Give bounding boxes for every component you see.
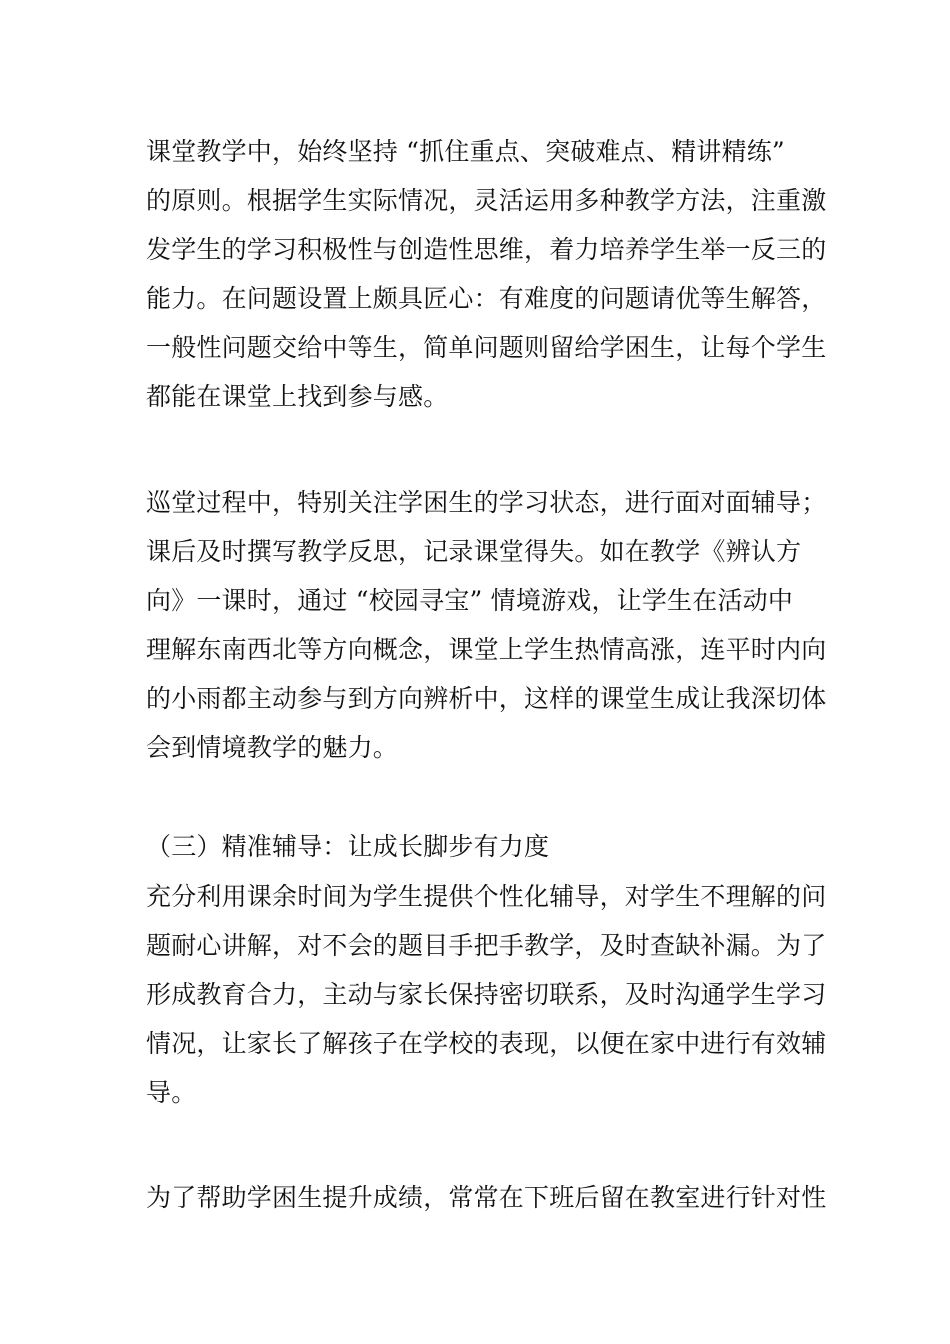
paragraph-4-line-1: 为了帮助学困生提升成绩，常常在下班后留在教室进行针对性 bbox=[146, 1183, 827, 1212]
paragraph-1-line-1: 课堂教学中，始终坚持 “抓住重点、突破难点、精讲精练” bbox=[146, 137, 785, 166]
paragraph-1-line-3: 发学生的学习积极性与创造性思维，着力培养学生举一反三的 bbox=[146, 235, 827, 264]
paragraph-2-line-3: 向》一课时，通过 “校园寻宝” 情境游戏，让学生在活动中 bbox=[146, 586, 794, 615]
paragraph-1-line-4: 能力。在问题设置上颇具匠心：有难度的问题请优等生解答， bbox=[146, 284, 827, 313]
paragraph-2-line-4: 理解东南西北等方向概念，课堂上学生热情高涨，连平时内向 bbox=[146, 635, 827, 664]
paragraph-2-line-6: 会到情境教学的魅力。 bbox=[146, 733, 399, 762]
paragraph-3-line-2: 题耐心讲解，对不会的题目手把手教学，及时查缺补漏。为了 bbox=[146, 931, 827, 960]
paragraph-3-line-4: 情况，让家长了解孩子在学校的表现，以便在家中进行有效辅 bbox=[146, 1029, 827, 1058]
paragraph-3-line-3: 形成教育合力，主动与家长保持密切联系，及时沟通学生学习 bbox=[146, 980, 827, 1009]
paragraph-2-line-5: 的小雨都主动参与到方向辨析中，这样的课堂生成让我深切体 bbox=[146, 684, 827, 713]
paragraph-2-line-2: 课后及时撰写教学反思，记录课堂得失。如在教学《辨认方 bbox=[146, 537, 802, 566]
paragraph-3-line-5: 导。 bbox=[146, 1078, 197, 1107]
paragraph-1-line-5: 一般性问题交给中等生，简单问题则留给学困生，让每个学生 bbox=[146, 333, 827, 362]
paragraph-3-line-1: 充分利用课余时间为学生提供个性化辅导，对学生不理解的问 bbox=[146, 882, 827, 911]
paragraph-1-line-6: 都能在课堂上找到参与感。 bbox=[146, 382, 449, 411]
paragraph-2-line-1: 巡堂过程中，特别关注学困生的学习状态，进行面对面辅导； bbox=[146, 488, 827, 517]
paragraph-1-line-2: 的原则。根据学生实际情况，灵活运用多种教学方法，注重激 bbox=[146, 186, 827, 215]
section-heading: （三）精准辅导：让成长脚步有力度 bbox=[146, 832, 550, 861]
